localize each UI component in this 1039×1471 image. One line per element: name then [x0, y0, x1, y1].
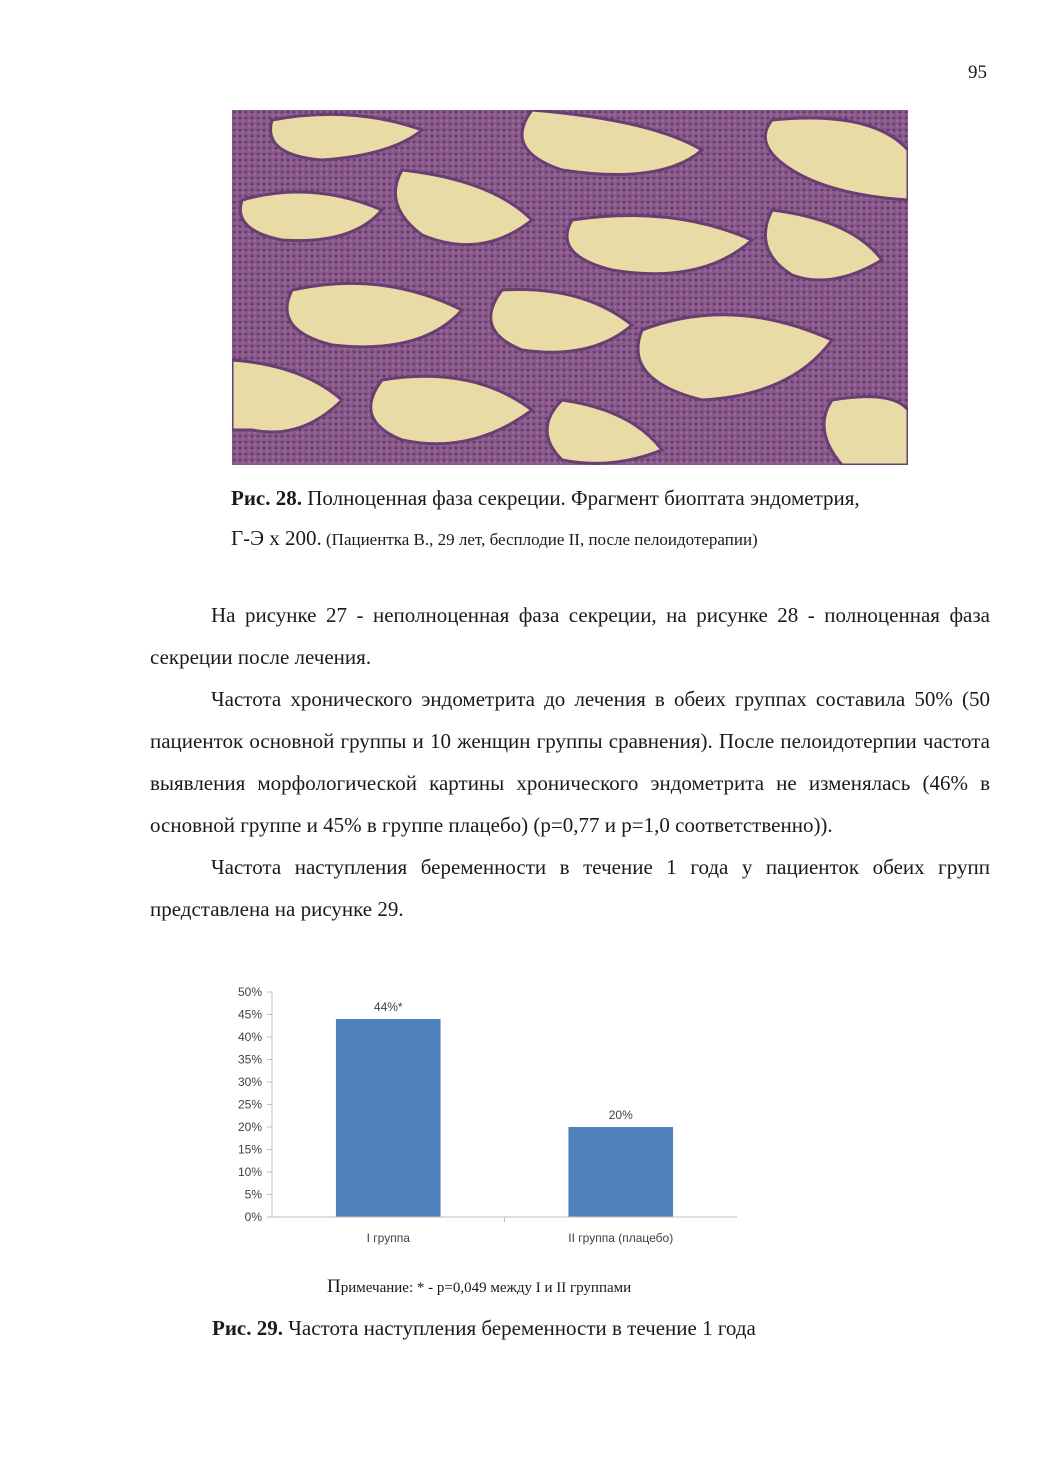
- y-tick-label: 40%: [237, 1030, 262, 1044]
- histology-micrograph-image: [232, 110, 908, 465]
- x-category-label: I группа: [366, 1231, 410, 1245]
- y-tick-label: 30%: [237, 1075, 262, 1089]
- bar: [568, 1127, 673, 1217]
- paragraph-2: Частота хронического эндометрита до лечения в обеих группах составила 50% (50 пациенток основной группы и 10 женщин группы сравнения). После пелоидотерпии частота выявления морфологической картины хронического эндометрита не изменялась (46% в основной группе и 45% в группе плацебо) (р=0,77 и р=1,0 соответственно)).: [150, 687, 990, 837]
- bar-data-label: 20%: [608, 1108, 633, 1122]
- page-number: 95: [968, 62, 987, 83]
- figure-29-label: Рис. 29.: [212, 1316, 283, 1340]
- y-tick-label: 25%: [237, 1097, 262, 1112]
- figure-29-caption: [212, 1316, 756, 1341]
- bars: [336, 1000, 673, 1217]
- paragraph-1: На рисунке 27 - неполноценная фаза секреции, на рисунке 28 - полноценная фаза секреции после лечения.: [150, 603, 990, 669]
- y-tick-label: 35%: [237, 1052, 262, 1067]
- figure-28-stain: Г-Э х 200.: [231, 526, 322, 550]
- y-tick-label: 5%: [244, 1187, 262, 1202]
- bar-data-label: 44%*: [373, 1000, 403, 1014]
- y-tick-label: 45%: [237, 1007, 262, 1022]
- figure-28-caption: [231, 478, 991, 560]
- chart-note: [327, 1276, 631, 1298]
- y-tick-label: 0%: [244, 1210, 262, 1224]
- y-tick-label: 10%: [237, 1165, 262, 1179]
- x-category-label: II группа (плацебо): [568, 1231, 674, 1245]
- figure-28-patient-note: (Пациентка В., 29 лет, бесплодие II, после пелоидотерапии): [321, 530, 758, 549]
- note-text: римечание: * - р=0,049 между I и II группами: [340, 1280, 632, 1296]
- micrograph-graphic: [232, 110, 908, 465]
- pregnancy-rate-bar-chart: [222, 980, 752, 1250]
- y-tick-label: 15%: [237, 1142, 262, 1157]
- y-tick-label: 50%: [237, 985, 262, 999]
- bar: [336, 1019, 441, 1217]
- figure-28-caption-line2: [231, 518, 991, 560]
- paragraph-3: Частота наступления беременности в течение 1 года у пациенток обеих групп представлена на рисунке 29.: [150, 855, 990, 921]
- figure-29-title: Частота наступления беременности в течение 1 года: [283, 1316, 756, 1340]
- figure-28-title: Полноценная фаза секреции. Фрагмент биоптата эндометрия,: [302, 486, 860, 510]
- y-axis: [238, 985, 272, 1224]
- y-tick-label: 20%: [237, 1120, 262, 1134]
- note-prefix: П: [327, 1276, 341, 1297]
- x-axis: [272, 1217, 737, 1245]
- body-text: [150, 594, 990, 930]
- figure-28-label: Рис. 28.: [231, 486, 302, 510]
